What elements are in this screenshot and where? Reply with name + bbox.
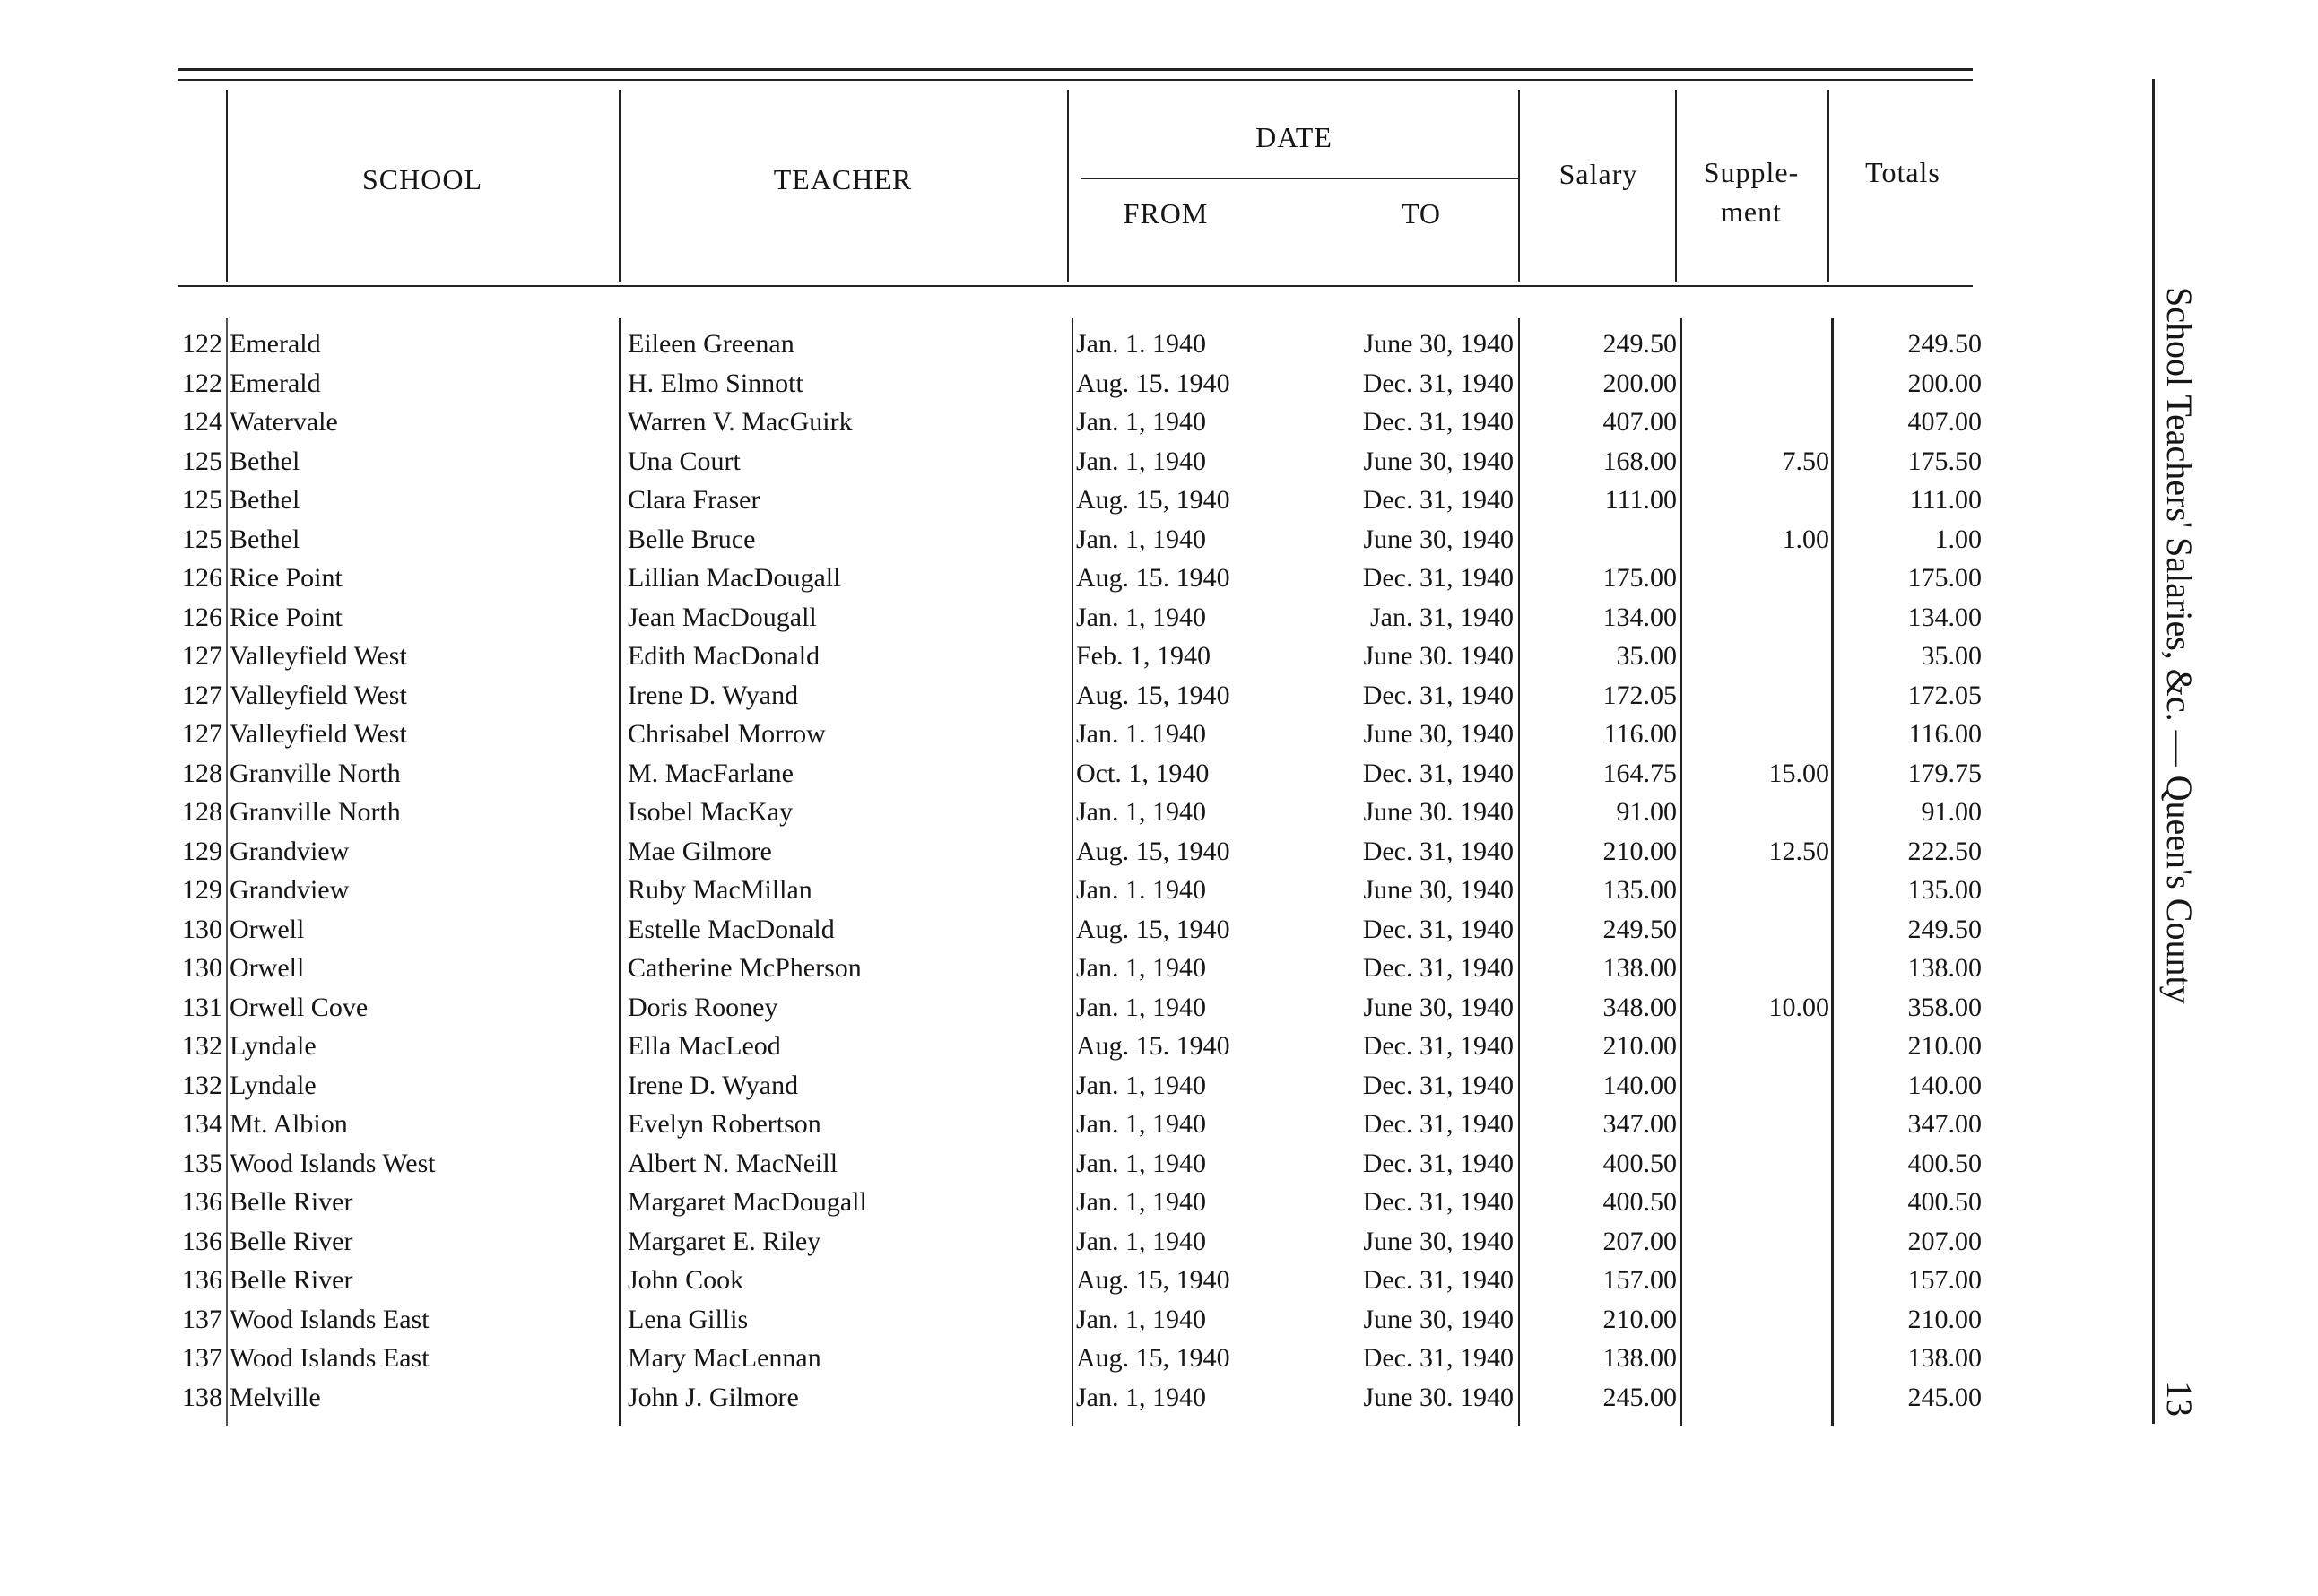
total-amount: 140.00 (1907, 1070, 1982, 1100)
salary-amount: 400.50 (1602, 1187, 1677, 1217)
header-divider (226, 90, 228, 282)
total-amount: 175.00 (1907, 563, 1982, 593)
teacher-name: Ella MacLeod (628, 1031, 781, 1061)
total-amount: 175.50 (1907, 446, 1982, 476)
header-date: DATE (1255, 121, 1333, 153)
date-from: Jan. 1, 1940 (1076, 407, 1206, 437)
salary-amount: 249.50 (1602, 329, 1677, 359)
table-row (0, 1144, 1982, 1183)
salary-amount: 172.05 (1602, 680, 1677, 710)
date-to: June 30, 1940 (1363, 524, 1514, 554)
date-to: June 30. 1940 (1363, 797, 1514, 827)
school-number: 125 (182, 446, 222, 476)
salary-amount: 175.00 (1602, 563, 1677, 593)
date-to: Dec. 31, 1940 (1362, 1343, 1514, 1373)
table-row (0, 754, 1982, 793)
date-from: Aug. 15, 1940 (1076, 1343, 1230, 1373)
date-from: Aug. 15, 1940 (1076, 485, 1230, 515)
school-name: Valleyfield West (230, 641, 407, 671)
date-from: Jan. 1. 1940 (1076, 875, 1206, 905)
date-to: June 30. 1940 (1363, 1382, 1514, 1412)
school-name: Orwell (230, 914, 305, 944)
teacher-name: Una Court (628, 446, 741, 476)
school-number: 132 (182, 1070, 222, 1100)
salary-amount: 207.00 (1602, 1226, 1677, 1256)
school-number: 127 (182, 641, 222, 671)
school-name: Belle River (230, 1187, 353, 1217)
teacher-name: H. Elmo Sinnott (628, 368, 803, 398)
school-number: 129 (182, 875, 222, 905)
date-to: June 30, 1940 (1363, 1304, 1514, 1334)
header-divider (1518, 90, 1520, 282)
date-from: Jan. 1, 1940 (1076, 1187, 1206, 1217)
salary-amount: 111.00 (1604, 485, 1677, 515)
school-name: Wood Islands West (230, 1148, 436, 1178)
teacher-name: Clara Fraser (628, 485, 760, 515)
date-from: Jan. 1, 1940 (1076, 1304, 1206, 1334)
table-row (0, 559, 1982, 597)
teacher-name: Ruby MacMillan (628, 875, 812, 905)
table-row (0, 520, 1982, 559)
teacher-name: Lena Gillis (628, 1304, 749, 1334)
school-name: Belle River (230, 1265, 353, 1295)
school-name: Orwell Cove (230, 992, 369, 1022)
date-from: Feb. 1, 1940 (1076, 641, 1211, 671)
school-number: 137 (182, 1304, 222, 1334)
total-amount: 138.00 (1907, 953, 1982, 983)
total-amount: 111.00 (1909, 485, 1982, 515)
school-number: 125 (182, 524, 222, 554)
teacher-name: Lillian MacDougall (628, 563, 841, 593)
teacher-name: Irene D. Wyand (628, 1070, 799, 1100)
table-row (0, 1066, 1982, 1105)
table-row (0, 1300, 1982, 1339)
table-row (0, 1222, 1982, 1261)
date-to: June 30, 1940 (1363, 1226, 1514, 1256)
total-amount: 35.00 (1921, 641, 1982, 671)
teacher-name: John Cook (628, 1265, 744, 1295)
total-amount: 1.00 (1934, 524, 1982, 554)
date-from: Jan. 1, 1940 (1076, 797, 1206, 827)
date-from: Jan. 1, 1940 (1076, 446, 1206, 476)
school-number: 137 (182, 1343, 222, 1373)
total-amount: 210.00 (1907, 1304, 1982, 1334)
table-row (0, 1183, 1982, 1221)
table-row (0, 364, 1982, 403)
total-amount: 207.00 (1907, 1226, 1982, 1256)
teacher-name: Mae Gilmore (628, 836, 772, 866)
page-number: 13 (2159, 1381, 2200, 1417)
header-totals: Totals (1865, 156, 1940, 188)
school-name: Grandview (230, 836, 350, 866)
salary-amount: 348.00 (1602, 992, 1677, 1022)
date-to: June 30. 1940 (1363, 641, 1514, 671)
date-to: Dec. 31, 1940 (1362, 563, 1514, 593)
date-to: Dec. 31, 1940 (1362, 953, 1514, 983)
total-amount: 358.00 (1907, 992, 1982, 1022)
salary-amount: 210.00 (1602, 836, 1677, 866)
date-to: Dec. 31, 1940 (1362, 1109, 1514, 1139)
school-number: 126 (182, 563, 222, 593)
school-name: Granville North (230, 797, 401, 827)
school-name: Wood Islands East (230, 1304, 430, 1334)
salary-amount: 35.00 (1616, 641, 1677, 671)
date-to: June 30, 1940 (1363, 875, 1514, 905)
top-rule-2 (178, 79, 1973, 81)
salary-amount: 210.00 (1602, 1304, 1677, 1334)
table-row (0, 598, 1982, 637)
date-to: Dec. 31, 1940 (1362, 758, 1514, 788)
date-to: June 30, 1940 (1363, 719, 1514, 749)
date-to: Dec. 31, 1940 (1362, 680, 1514, 710)
running-title: School Teachers' Salaries, &c. — Queen's County (2159, 287, 2200, 1004)
school-name: Belle River (230, 1226, 353, 1256)
school-name: Emerald (230, 329, 321, 359)
teacher-name: Mary MacLennan (628, 1343, 821, 1373)
school-number: 136 (182, 1265, 222, 1295)
table-row (0, 442, 1982, 481)
salary-amount: 134.00 (1602, 602, 1677, 632)
school-number: 126 (182, 602, 222, 632)
date-to: June 30, 1940 (1363, 992, 1514, 1022)
date-from: Aug. 15, 1940 (1076, 836, 1230, 866)
date-subrule (1081, 178, 1518, 179)
date-to: Dec. 31, 1940 (1362, 1031, 1514, 1061)
table-row (0, 832, 1982, 871)
salary-amount: 91.00 (1616, 797, 1677, 827)
total-amount: 407.00 (1907, 407, 1982, 437)
total-amount: 135.00 (1907, 875, 1982, 905)
supplement-amount: 7.50 (1782, 446, 1829, 476)
teacher-name: M. MacFarlane (628, 758, 794, 788)
table-row (0, 910, 1982, 949)
teacher-name: Eileen Greenan (628, 329, 794, 359)
date-from: Aug. 15, 1940 (1076, 680, 1230, 710)
school-number: 127 (182, 680, 222, 710)
teacher-name: Warren V. MacGuirk (628, 407, 853, 437)
total-amount: 134.00 (1907, 602, 1982, 632)
school-number: 122 (182, 368, 222, 398)
date-to: Dec. 31, 1940 (1362, 407, 1514, 437)
teacher-name: Edith MacDonald (628, 641, 820, 671)
school-name: Wood Islands East (230, 1343, 430, 1373)
table-row (0, 1261, 1982, 1299)
table-row (0, 988, 1982, 1027)
total-amount: 347.00 (1907, 1109, 1982, 1139)
school-number: 130 (182, 953, 222, 983)
total-amount: 400.50 (1907, 1187, 1982, 1217)
school-number: 127 (182, 719, 222, 749)
date-to: Dec. 31, 1940 (1362, 1187, 1514, 1217)
school-number: 136 (182, 1187, 222, 1217)
total-amount: 116.00 (1908, 719, 1982, 749)
date-from: Jan. 1, 1940 (1076, 1226, 1206, 1256)
teacher-name: Margaret E. Riley (628, 1226, 821, 1256)
school-name: Watervale (230, 407, 338, 437)
total-amount: 138.00 (1907, 1343, 1982, 1373)
school-name: Rice Point (230, 602, 343, 632)
school-name: Bethel (230, 446, 300, 476)
date-to: Dec. 31, 1940 (1362, 1070, 1514, 1100)
table-row (0, 403, 1982, 441)
school-name: Lyndale (230, 1070, 317, 1100)
school-number: 128 (182, 758, 222, 788)
total-amount: 245.00 (1907, 1382, 1982, 1412)
date-from: Oct. 1, 1940 (1076, 758, 1210, 788)
salary-amount: 138.00 (1602, 953, 1677, 983)
school-name: Bethel (230, 485, 300, 515)
header-divider (619, 90, 621, 282)
school-name: Melville (230, 1382, 321, 1412)
total-amount: 249.50 (1907, 329, 1982, 359)
teacher-name: Estelle MacDonald (628, 914, 835, 944)
school-name: Orwell (230, 953, 305, 983)
date-to: Dec. 31, 1940 (1362, 836, 1514, 866)
school-name: Valleyfield West (230, 680, 407, 710)
salary-amount: 157.00 (1602, 1265, 1677, 1295)
date-from: Aug. 15. 1940 (1076, 368, 1230, 398)
teacher-name: John J. Gilmore (628, 1382, 799, 1412)
date-from: Jan. 1, 1940 (1076, 1148, 1206, 1178)
teacher-name: Jean MacDougall (628, 602, 817, 632)
teacher-name: Albert N. MacNeill (628, 1148, 838, 1178)
school-name: Valleyfield West (230, 719, 407, 749)
total-amount: 210.00 (1907, 1031, 1982, 1061)
salary-amount: 407.00 (1602, 407, 1677, 437)
school-number: 136 (182, 1226, 222, 1256)
school-name: Mt. Albion (230, 1109, 348, 1139)
date-to: Dec. 31, 1940 (1362, 914, 1514, 944)
total-amount: 157.00 (1907, 1265, 1982, 1295)
date-to: June 30, 1940 (1363, 446, 1514, 476)
header-divider (1675, 90, 1677, 282)
salary-amount: 135.00 (1602, 875, 1677, 905)
date-from: Jan. 1. 1940 (1076, 719, 1206, 749)
salary-amount: 168.00 (1602, 446, 1677, 476)
table-row (0, 1027, 1982, 1065)
header-teacher: TEACHER (773, 163, 913, 195)
total-amount: 249.50 (1907, 914, 1982, 944)
school-name: Lyndale (230, 1031, 317, 1061)
supplement-amount: 12.50 (1768, 836, 1829, 866)
table-row (0, 1378, 1982, 1417)
header-salary: Salary (1558, 158, 1638, 190)
date-from: Jan. 1. 1940 (1076, 329, 1206, 359)
date-from: Jan. 1, 1940 (1076, 1109, 1206, 1139)
salary-amount: 164.75 (1602, 758, 1677, 788)
supplement-amount: 15.00 (1768, 758, 1829, 788)
teacher-name: Catherine McPherson (628, 953, 862, 983)
date-to: Dec. 31, 1940 (1362, 1148, 1514, 1178)
teacher-name: Chrisabel Morrow (628, 719, 826, 749)
teacher-name: Isobel MacKay (628, 797, 794, 827)
header-from: FROM (1123, 197, 1209, 230)
header-bottom-rule (178, 285, 1973, 287)
salary-amount: 400.50 (1602, 1148, 1677, 1178)
teacher-name: Belle Bruce (628, 524, 756, 554)
table-row (0, 325, 1982, 363)
date-from: Jan. 1, 1940 (1076, 1070, 1206, 1100)
salary-amount: 249.50 (1602, 914, 1677, 944)
header-to: TO (1401, 197, 1442, 230)
date-from: Aug. 15. 1940 (1076, 563, 1230, 593)
date-from: Jan. 1, 1940 (1076, 1382, 1206, 1412)
total-amount: 400.50 (1907, 1148, 1982, 1178)
school-number: 131 (182, 992, 222, 1022)
school-name: Granville North (230, 758, 401, 788)
date-from: Aug. 15, 1940 (1076, 914, 1230, 944)
school-number: 134 (182, 1109, 222, 1139)
table-row (0, 481, 1982, 519)
school-number: 138 (182, 1382, 222, 1412)
supplement-amount: 1.00 (1782, 524, 1829, 554)
date-to: Dec. 31, 1940 (1362, 485, 1514, 515)
table-row (0, 637, 1982, 675)
header-divider (1067, 90, 1069, 282)
date-from: Jan. 1, 1940 (1076, 992, 1206, 1022)
school-name: Emerald (230, 368, 321, 398)
date-from: Jan. 1, 1940 (1076, 953, 1206, 983)
salary-amount: 200.00 (1602, 368, 1677, 398)
salary-amount: 245.00 (1602, 1382, 1677, 1412)
teacher-name: Doris Rooney (628, 992, 778, 1022)
date-from: Jan. 1, 1940 (1076, 524, 1206, 554)
header-supplement-line1: Supple- (1703, 156, 1800, 188)
school-number: 128 (182, 797, 222, 827)
school-name: Bethel (230, 524, 300, 554)
school-number: 130 (182, 914, 222, 944)
total-amount: 222.50 (1907, 836, 1982, 866)
supplement-amount: 10.00 (1768, 992, 1829, 1022)
school-number: 124 (182, 407, 222, 437)
table-row (0, 1339, 1982, 1377)
school-number: 135 (182, 1148, 222, 1178)
salary-amount: 140.00 (1602, 1070, 1677, 1100)
date-to: June 30, 1940 (1363, 329, 1514, 359)
total-amount: 172.05 (1907, 680, 1982, 710)
table-row (0, 1105, 1982, 1143)
header-school: SCHOOL (361, 163, 482, 195)
table-row (0, 871, 1982, 909)
header-supplement-line2: ment (1721, 195, 1782, 228)
salary-amount: 347.00 (1602, 1109, 1677, 1139)
date-from: Jan. 1, 1940 (1076, 602, 1206, 632)
school-name: Grandview (230, 875, 350, 905)
table-row (0, 793, 1982, 831)
date-to: Jan. 31, 1940 (1370, 602, 1514, 632)
teacher-name: Irene D. Wyand (628, 680, 799, 710)
school-number: 129 (182, 836, 222, 866)
school-number: 125 (182, 485, 222, 515)
top-rule (178, 68, 1973, 71)
date-to: Dec. 31, 1940 (1362, 368, 1514, 398)
teacher-name: Margaret MacDougall (628, 1187, 867, 1217)
total-amount: 91.00 (1921, 797, 1982, 827)
date-from: Aug. 15. 1940 (1076, 1031, 1230, 1061)
salary-amount: 210.00 (1602, 1031, 1677, 1061)
total-amount: 200.00 (1907, 368, 1982, 398)
school-number: 132 (182, 1031, 222, 1061)
table-row (0, 676, 1982, 715)
school-name: Rice Point (230, 563, 343, 593)
teacher-name: Evelyn Robertson (628, 1109, 821, 1139)
table-row (0, 949, 1982, 987)
table-row (0, 715, 1982, 753)
school-number: 122 (182, 329, 222, 359)
salary-amount: 116.00 (1603, 719, 1677, 749)
header-divider (1827, 90, 1829, 282)
date-to: Dec. 31, 1940 (1362, 1265, 1514, 1295)
total-amount: 179.75 (1907, 758, 1982, 788)
salary-amount: 138.00 (1602, 1343, 1677, 1373)
date-from: Aug. 15, 1940 (1076, 1265, 1230, 1295)
